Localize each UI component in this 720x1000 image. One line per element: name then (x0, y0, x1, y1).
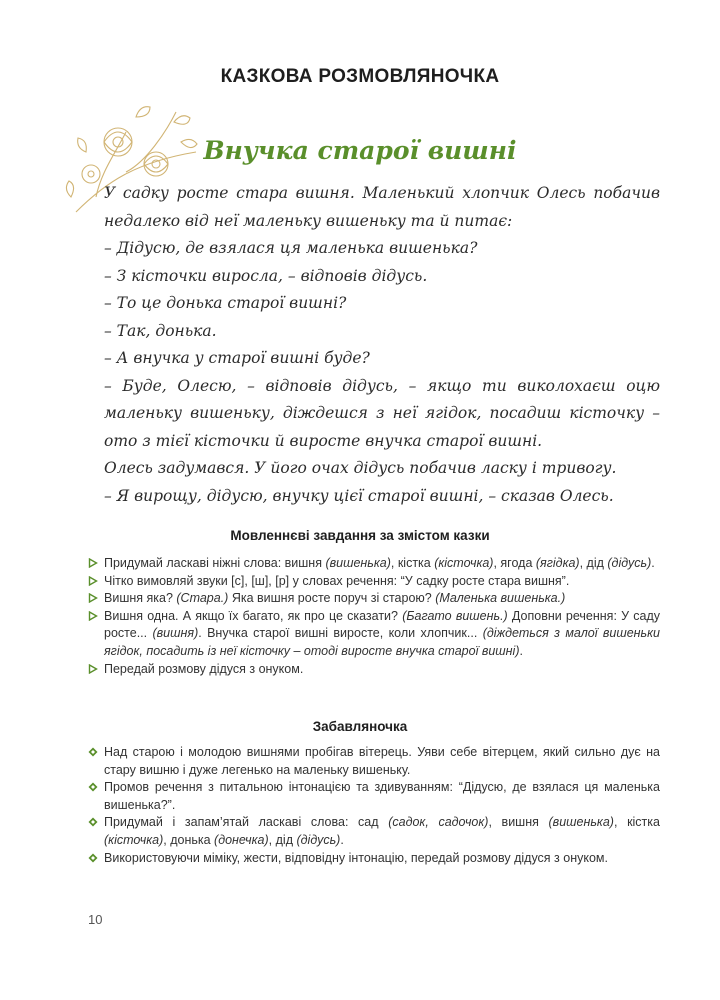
task-text: Передай розмову дідуся з онуком. (104, 661, 304, 676)
list-item (88, 573, 660, 591)
story-paragraph: – Так, донька. (104, 321, 217, 340)
story-paragraph: – Буде, Олесю, – відповів дідусь, – якщо ти виколохаєш оцю маленьку вишеньку, діждешся з неї ягідок, посадиш кісточку – ото з тієї кісточки й виросте внучка старої вишні. (104, 376, 660, 450)
answer-hint-text: (вишенька) (548, 815, 614, 830)
task-text: . (519, 643, 523, 658)
speech-tasks-list (88, 555, 660, 678)
answer-hint-text: (дідусь) (607, 556, 652, 570)
list-item (88, 608, 660, 661)
list-item (88, 661, 660, 679)
answer-hint-text: (Маленька вишенька.) (435, 591, 566, 606)
task-text: Використовуючи міміку, жести, відповідну інтонацію, передай розмову дідуся з онуком. (104, 850, 608, 865)
diamond-bullet-icon (88, 853, 98, 863)
answer-hint-text: (вишня) (152, 626, 199, 641)
task-text: , дід (579, 556, 608, 570)
answer-hint-text: (ягідка) (535, 556, 580, 570)
task-text: Вишня одна. А якщо їх багато, як про це сказати? (104, 608, 403, 623)
answer-hint-text: (Стара.) (176, 591, 229, 606)
list-item (88, 590, 660, 608)
task-text: Доповни речення: У саду росте... (104, 608, 660, 641)
triangle-bullet-icon (88, 664, 98, 674)
play-tasks-list (88, 744, 660, 867)
story-text (104, 180, 660, 510)
task-text: Над старою і молодою вишнями пробігав вітерець. Уяви себе вітерцем, який сильно дує на стару вишню і дуже легенько на маленьку вишеньку. (104, 745, 660, 777)
task-text: , ягода (493, 556, 536, 570)
diamond-bullet-icon (88, 782, 98, 792)
task-text: , кістка (613, 815, 660, 830)
task-text: . (651, 556, 655, 570)
play-section-title: Забавляночка (312, 719, 408, 734)
story-paragraph: – То це донька старої вишні? (104, 294, 347, 312)
task-text: Придумай і запам’ятай ласкаві слова: сад (104, 815, 389, 830)
section-heading: КАЗКОВА РОЗМОВЛЯНОЧКА (220, 66, 500, 87)
list-item (88, 744, 660, 779)
triangle-bullet-icon (88, 593, 98, 603)
task-text: Чітко вимовляй звуки [с], [ш], [р] у словах речення: “У садку росте стара вишня”. (104, 573, 570, 588)
answer-hint-text: (діждеться з малої вишеньки ягідок, посадить із неї кісточку – отоді виросте внучка старої вишні) (104, 626, 660, 658)
list-item (88, 814, 660, 849)
task-text: , донька (163, 832, 215, 847)
triangle-bullet-icon (88, 576, 98, 586)
task-text: , вишня (488, 815, 549, 830)
list-item (88, 850, 660, 868)
triangle-bullet-icon (88, 558, 98, 568)
answer-hint-text: (донечка) (214, 832, 269, 847)
task-text: Вишня яка? (104, 591, 177, 606)
answer-hint-text: (вишенька) (325, 556, 391, 570)
story-paragraph: – Я вирощу, дідусю, внучку цієї старої вишні, – сказав Олесь. (104, 486, 614, 505)
task-text: Придумай лаcкаві ніжні слова: вишня (104, 556, 326, 570)
task-text: Промов речення з питальною інтонацією та здивуванням: “Дідусю, де взялася ця маленька вишенька?”. (104, 780, 660, 812)
triangle-bullet-icon (88, 611, 98, 621)
task-text: , кістка (390, 556, 435, 570)
speech-tasks-title: Мовленнєві завдання за змістом казки (230, 528, 490, 543)
list-item (88, 779, 660, 814)
diamond-bullet-icon (88, 817, 98, 827)
story-title: Внучка старої вишні (203, 136, 517, 165)
story-paragraph: – Дідусю, де взялася ця маленька вишенька? (104, 239, 478, 257)
story-paragraph: – А внучка у старої вишні буде? (104, 349, 370, 367)
story-paragraph: – З кісточки виросла, – відповів дідусь. (104, 266, 428, 285)
task-text: , дід (268, 832, 297, 847)
diamond-bullet-icon (88, 747, 98, 757)
answer-hint-text: (Багато вишень.) (402, 608, 508, 623)
task-text: . Внучка старої вишні виросте, коли хлопчик... (198, 626, 483, 641)
task-text: Яка вишня росте поруч зі старою? (228, 591, 436, 606)
story-paragraph: У садку росте стара вишня. Маленький хлопчик Олесь побачив недалеко від неї маленьку вишеньку та й питає: (104, 184, 660, 230)
answer-hint-text: (кісточка) (104, 832, 164, 847)
answer-hint-text: (садок, садочок) (388, 815, 489, 830)
page-number: 10 (88, 912, 103, 927)
answer-hint-text: (дідусь) (296, 832, 341, 847)
story-paragraph: Олесь задумався. У його очах дідусь побачив ласку і тривогу. (104, 459, 617, 477)
task-text: . (340, 832, 344, 847)
list-item (88, 555, 660, 573)
answer-hint-text: (кісточка) (434, 556, 494, 570)
